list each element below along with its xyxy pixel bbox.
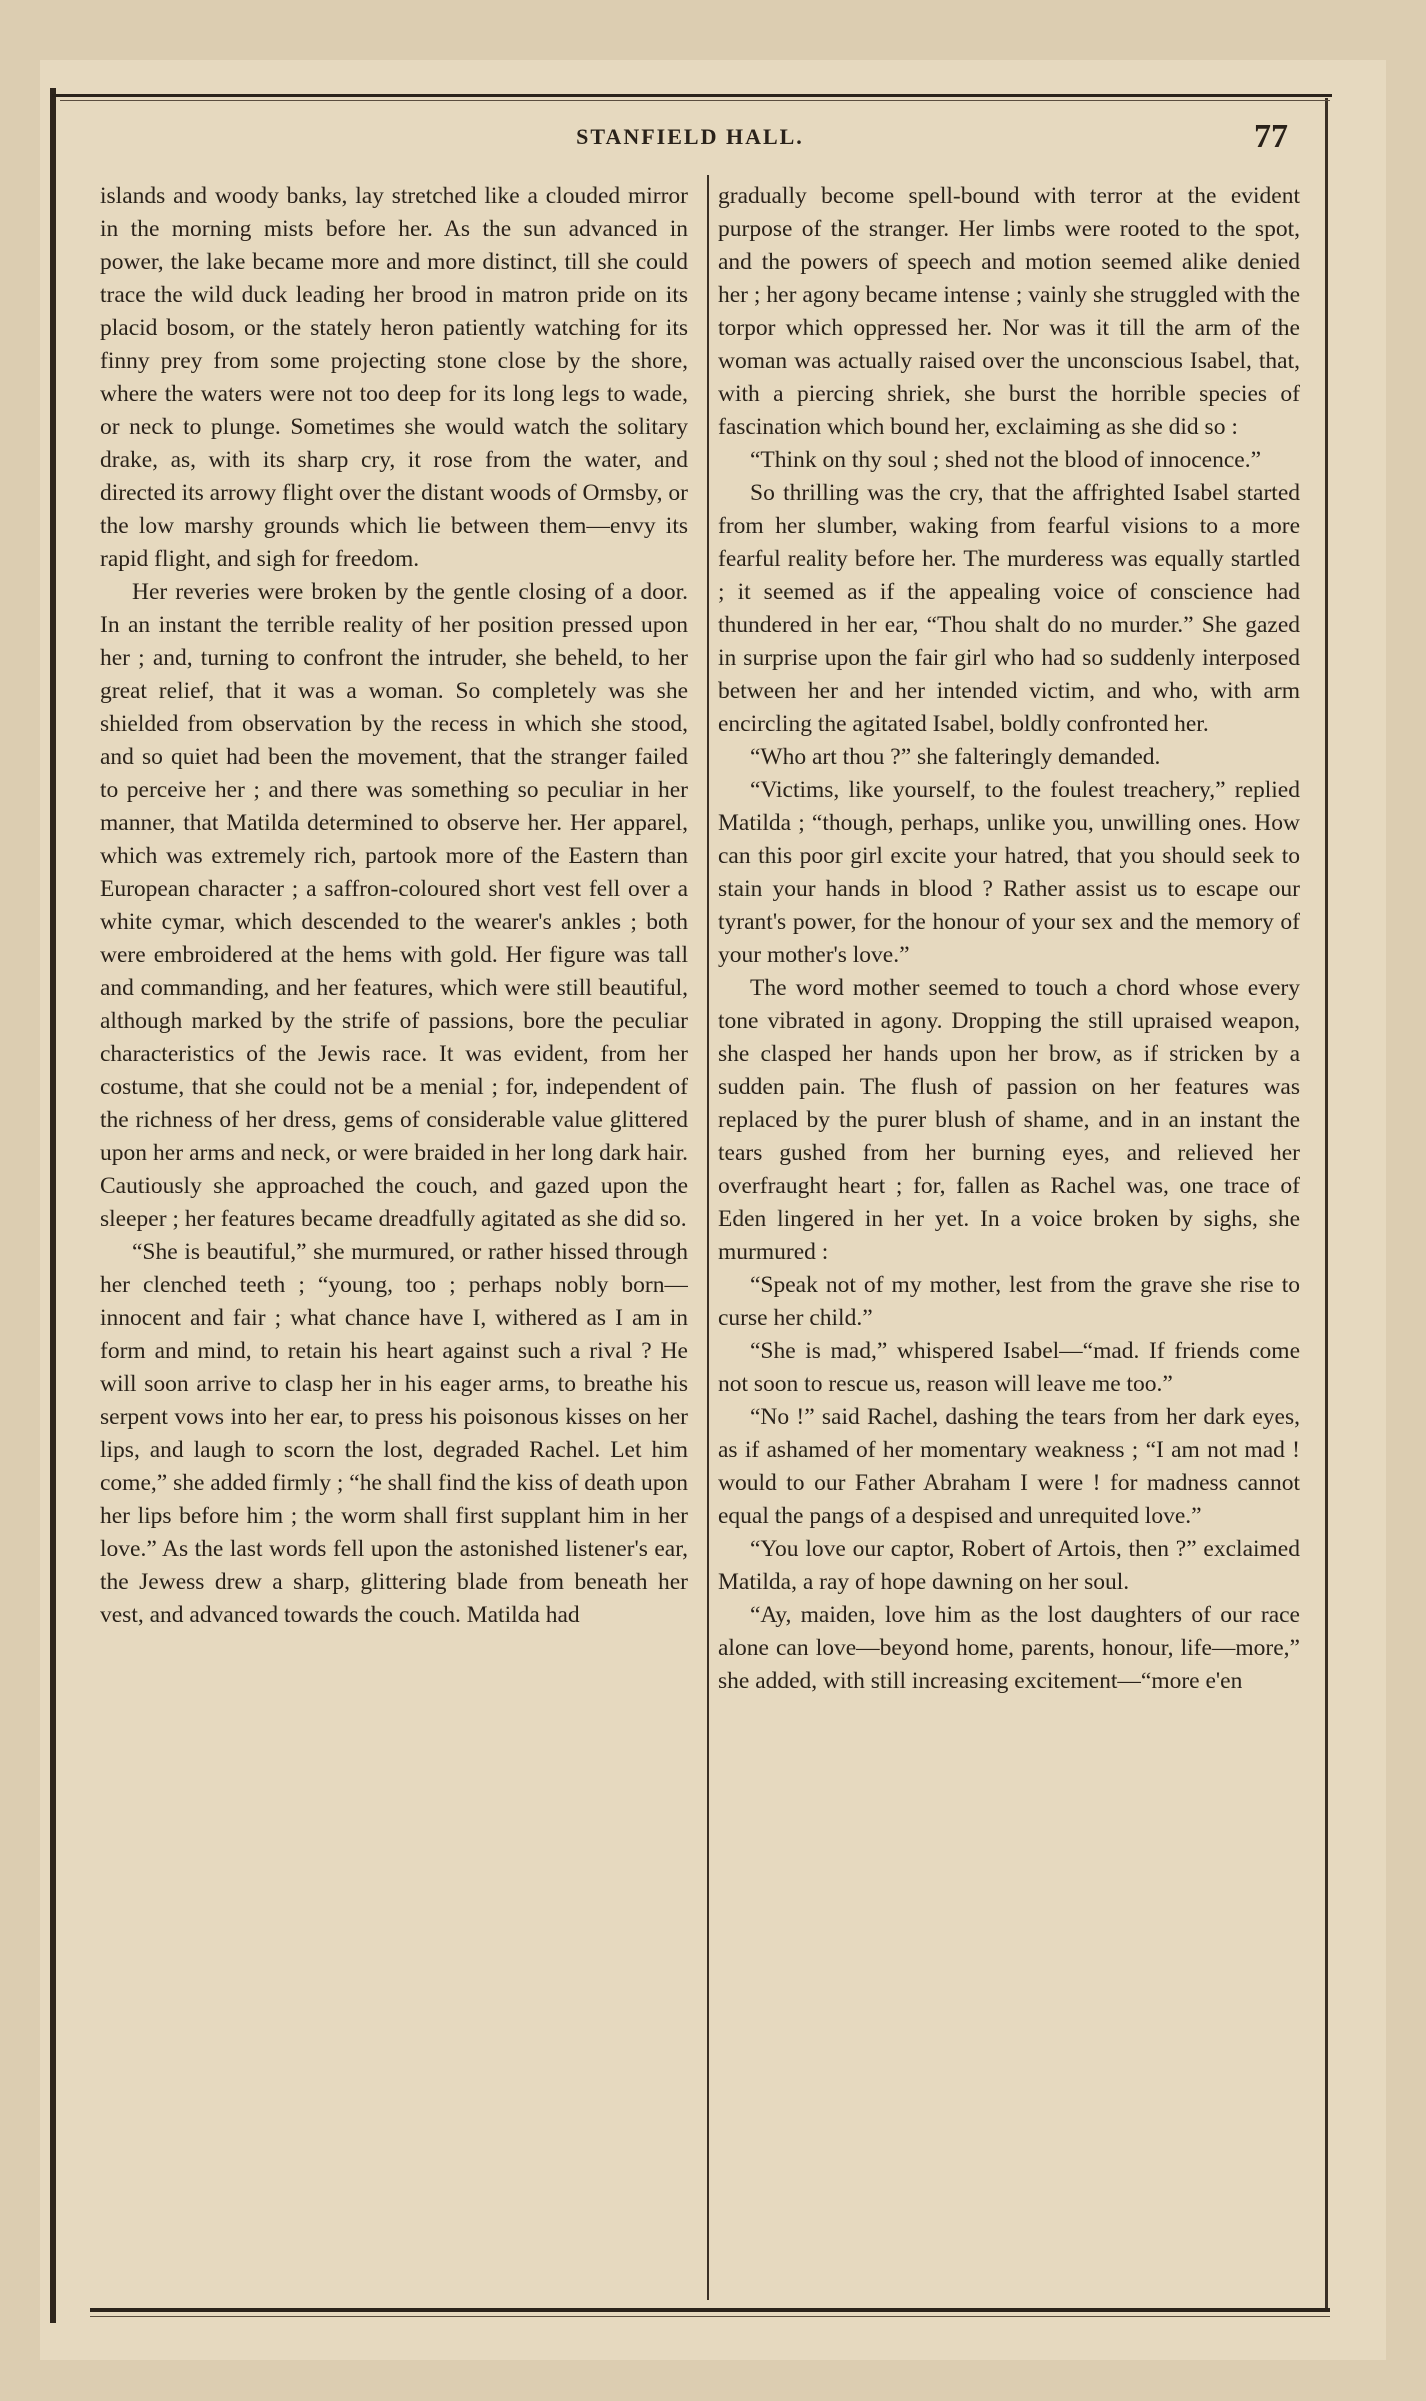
paragraph: “Who art thou ?” she falteringly demanded. xyxy=(750,744,1161,770)
right-column xyxy=(718,180,1300,2300)
bottom-rule xyxy=(90,2308,1330,2312)
paragraph: “Think on thy soul ; shed not the blood of innocence.” xyxy=(750,447,1262,473)
paragraph: Her reveries were broken by the gentle closing of a door. In an instant the terrible reality of her position pressed upon her ; and, turning to confront the intruder, she beheld, to her great relief, that it was a woman. So completely was she shielded from observation by the recess in which she stood, and so quiet had been the movement, that the stranger failed to perceive her ; and there was something so peculiar in her manner, that Matilda determined to observe her. Her apparel, which was extremely rich, partook more of the Eastern than European character ; a saffron-coloured short vest fell over a white cymar, which descended to the wearer's ankles ; both were embroidered at the hems with gold. Her figure was tall and commanding, and her features, which were still beautiful, although marked by the strife of passions, bore the peculiar characteristics of the Jewis race. It was evident, from her costume, that she could not be a menial ; for, independent of the richness of her dress, gems of considerable value glittered upon her arms and neck, or were braided in her long dark hair. Cautiously she approached the couch, and gazed upon the sleeper ; her features became dreadfully agitated as she did so. xyxy=(100,579,688,1232)
paragraph: “You love our captor, Robert of Artois, then ?” exclaimed Matilda, a ray of hope dawning on her soul. xyxy=(718,1536,1300,1595)
paragraph: “She is mad,” whispered Isabel—“mad. If friends come not soon to rescue us, reason will leave me too.” xyxy=(718,1338,1300,1397)
paragraph: The word mother seemed to touch a chord whose every tone vibrated in agony. Dropping the still upraised weapon, she clasped her hands upon her brow, as if stricken by a sudden pain. The flush of passion on her features was replaced by the purer blush of shame, and in an instant the tears gushed from her burning eyes, and relieved her overfraught heart ; for, fallen as Rachel was, one trace of Eden lingered in her yet. In a voice broken by sighs, she murmured : xyxy=(718,975,1300,1265)
page-header xyxy=(70,118,1310,158)
paragraph: So thrilling was the cry, that the affrighted Isabel started from her slumber, waking from fearful visions to a more fearful reality before her. The murderess was equally startled ; it seemed as if the appealing voice of conscience had thundered in her ear, “Thou shalt do no murder.” She gazed in surprise upon the fair girl who had so suddenly interposed between her and her intended victim, and who, with arm encircling the agitated Isabel, boldly confronted her. xyxy=(718,480,1300,737)
left-column xyxy=(100,180,688,2300)
column-divider xyxy=(707,175,709,2300)
paragraph: “Speak not of my mother, lest from the grave she rise to curse her child.” xyxy=(718,1272,1300,1331)
page-number: 77 xyxy=(1254,118,1288,155)
running-head: STANFIELD HALL. xyxy=(576,124,804,149)
bottom-rule-thin xyxy=(90,2316,1330,2317)
paragraph: “Victims, like yourself, to the foulest treachery,” replied Matilda ; “though, perhaps, unlike you, unwilling ones. How can this poor girl excite your hatred, that you should seek to stain your hands in blood ? Rather assist us to escape our tyrant's power, for the honour of your sex and the memory of your mother's love.” xyxy=(718,777,1300,968)
paragraph: gradually become spell-bound with terror at the evident purpose of the stranger. Her limbs were rooted to the spot, and the powers of speech and motion seemed alike denied her ; her agony became intense ; vainly she struggled with the torpor which oppressed her. Nor was it till the arm of the woman was actually raised over the unconscious Isabel, that, with a piercing shriek, she burst the horrible species of fascination which bound her, exclaiming as she did so : xyxy=(718,183,1300,440)
right-border-rule xyxy=(1325,98,1328,2308)
top-rule xyxy=(52,94,1332,97)
paragraph: “Ay, maiden, love him as the lost daughters of our race alone can love—beyond home, parents, honour, life—more,” she added, with still increasing excitement—“more e'en xyxy=(718,1602,1300,1694)
top-rule-thin xyxy=(60,100,1330,101)
paragraph: “She is beautiful,” she murmured, or rather hissed through her clenched teeth ; “young, too ; perhaps nobly born—innocent and fair ; what chance have I, withered as I am in form and mind, to retain his heart against such a rival ? He will soon arrive to clasp her in his eager arms, to breathe his serpent vows into her ear, to press his poisonous kisses on her lips, and laugh to scorn the lost, degraded Rachel. Let him come,” she added firmly ; “he shall find the kiss of death upon her lips before him ; the worm shall first supplant him in her love.” As the last words fell upon the astonished listener's ear, the Jewess drew a sharp, glittering blade from beneath her vest, and advanced towards the couch. Matilda had xyxy=(100,1239,688,1628)
paragraph: “No !” said Rachel, dashing the tears from her dark eyes, as if ashamed of her momentary weakness ; “I am not mad ! would to our Father Abraham I were ! for madness cannot equal the pangs of a despised and unrequited love.” xyxy=(718,1404,1300,1529)
left-border-rule xyxy=(50,88,56,2323)
paragraph: islands and woody banks, lay stretched like a clouded mirror in the morning mists before her. As the sun advanced in power, the lake became more and more distinct, till she could trace the wild duck leading her brood in matron pride on its placid bosom, or the stately heron patiently watching for its finny prey from some projecting stone close by the shore, where the waters were not too deep for its long legs to wade, or neck to plunge. Sometimes she would watch the solitary drake, as, with its sharp cry, it rose from the water, and directed its arrowy flight over the distant woods of Ormsby, or the low marshy grounds which lie between them—envy its rapid flight, and sigh for freedom. xyxy=(100,183,688,572)
